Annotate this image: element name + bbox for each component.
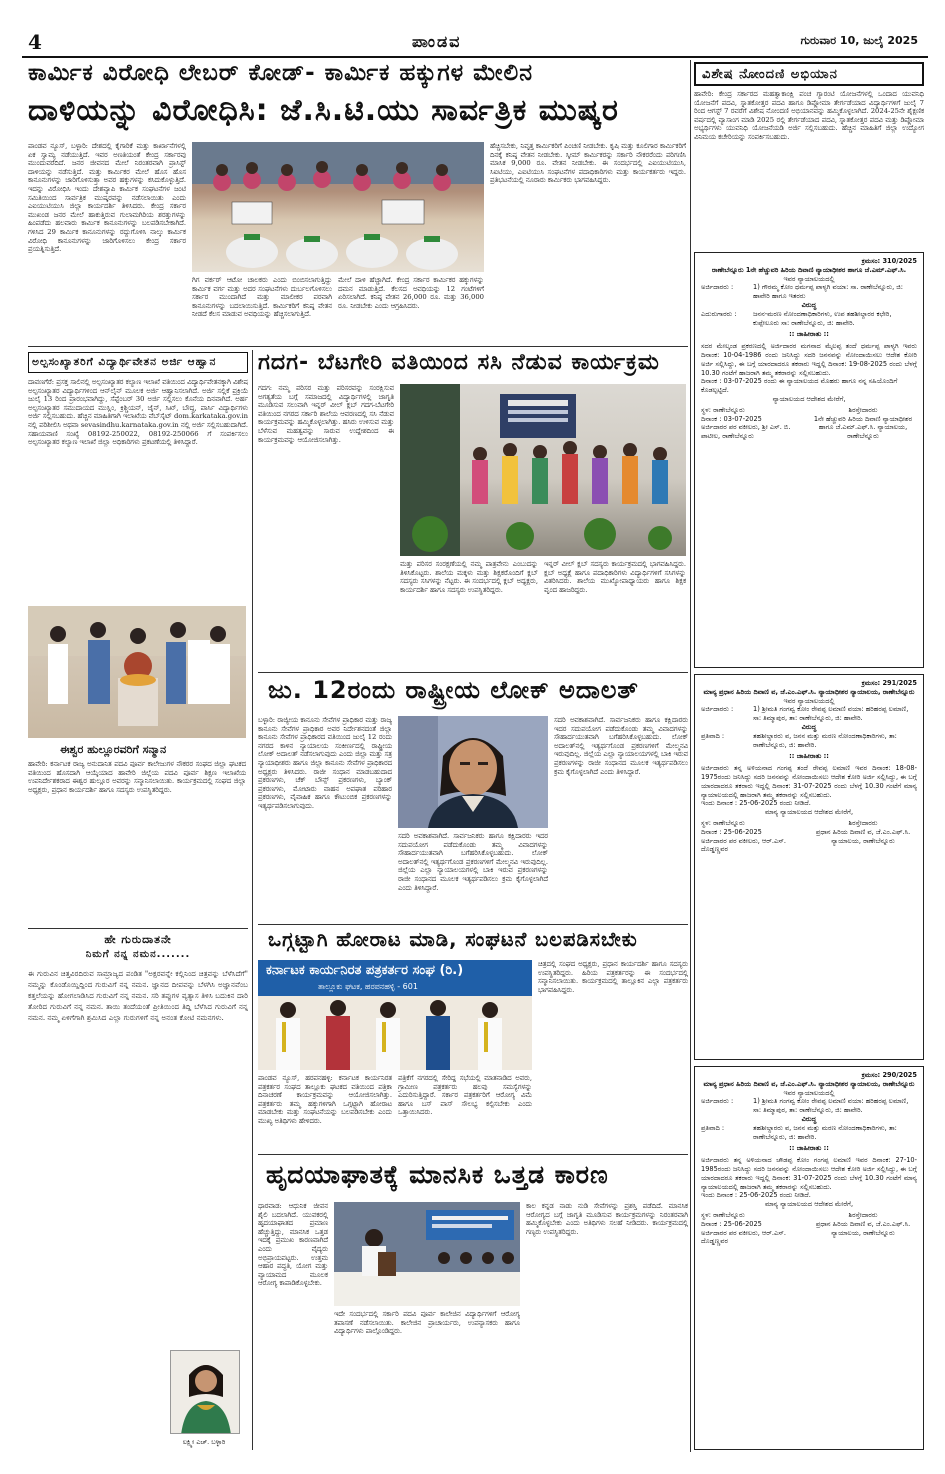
notice-respondent-label: ಪ್ರತಿವಾದಿ : <box>701 1123 725 1132</box>
heart-col-3: ಕಾಲ ಕನ್ನಡ ನಾಡು ನುಡಿ ಸೇವೆಗಳನ್ನು ಪ್ರಶಸ್ತಿ ಪಡೆದಿದೆ. ಮಾನಸಿಕ ಆರೋಗ್ಯದ ಬಗ್ಗೆ ಜಾಗೃತಿ ಮೂಡಿಸುವ ಕಾರ್ಯಕ್ರಮಗಳನ್ನು ನಿರಂತರವಾಗಿ ಹಮ್ಮಿಕೊಳ್ಳಬೇಕು ಎಂದು ಅತಿಥಿಗಳು ಸಲಹೆ ನೀಡಿದರು. ಕಾರ್ಯಕ್ರಮದಲ್ಲಿ ಗಣ್ಯರು ಉಪಸ್ಥಿತರಿದ್ದರು. <box>526 1202 688 1236</box>
struggle-headline: ಒಗ್ಗಟ್ಟಾಗಿ ಹೋರಾಟ ಮಾಡಿ, ಸಂಘಟನೆ ಬಲಪಡಿಸಬೇಕು <box>268 928 638 951</box>
issue-date: ಗುರುವಾರ 10, ಜುಲೈ 2025 <box>800 34 918 47</box>
sapling-story <box>258 352 688 668</box>
lok-adalat-col-1-cont: ಸದರಿ ಅವಕಾಶವಾಗಿದೆ. ಸಾರ್ವಜನಿಕರು ಹಾಗೂ ಕಕ್ಷಿದಾರರು ಇದರ ಸದುಪಯೋಗ ಪಡೆದುಕೊಂಡು ತಮ್ಮ ವಿವಾದಗಳನ್ನು ಸೌಹಾರ್ದಯುತವಾಗಿ ಬಗೆಹರಿಸಿಕೊಳ್ಳಬಹುದು. ಲೋಕ್ ಅದಾಲತ್‌ನಲ್ಲಿ ಇತ್ಯರ್ಥಗೊಂಡ ಪ್ರಕರಣಗಳಿಗೆ ಮೇಲ್ಮನವಿ ಇರುವುದಿಲ್ಲ. ಜಿಲ್ಲೆಯ ಎಲ್ಲಾ ನ್ಯಾಯಾಲಯಗಳಲ್ಲಿ ಬಾಕಿ ಇರುವ ಪ್ರಕರಣಗಳನ್ನು ರಾಜೀ ಸಂಧಾನದ ಮೂಲಕ ಇತ್ಯರ್ಥಪಡಿಸಲು ಕ್ರಮ ಕೈಗೊಳ್ಳಲಾಗಿದೆ ಎಂದು ತಿಳಿಸಿದ್ದಾರೆ. <box>398 832 548 892</box>
notice-case-no: ಕ್ರಮಸಂ: 291/2025 <box>861 679 917 687</box>
honour-caption: ಈಶ್ವರ ಹುಲ್ಲೂರವರಿಗೆ ಸನ್ಮಾನ <box>60 743 167 756</box>
judge-photo <box>398 716 548 828</box>
notice-case-no: ಕ್ರಮಸಂ: 290/2025 <box>861 1071 917 1079</box>
heart-story <box>258 1160 688 1452</box>
notice-respondent-label: ಎದುರುಗಾರರು : <box>701 309 737 318</box>
notice-given: ಇಂದು ದಿನಾಂಕ : 25-06-2025 ರಂದು ನೀಡಿದೆ. <box>701 1191 811 1200</box>
notice-body: ಸದರ ಮೇಲ್ಕಂಡ ಪ್ರಕರಣದಲ್ಲಿ ಅರ್ಜಿದಾರರ ಮಗನಾದ ಮೈಲಪ್ಪ ತಂದೆ ಧರ್ಮಪ್ಪ ಪಾಳ್ಯಗಿ ಇವರು ದಿನಾಂಕ: 10-04-1986 ರಂದು ಜನಿಸಿದ್ದು ಸದರಿ ಜನನವನ್ನು ನೋಂದಾಯಿಸಲು ಆದೇಶ ಕೋರಿ ಅರ್ಜಿ ಸಲ್ಲಿಸಿದ್ದು, ಈ ಬಗ್ಗೆ ಯಾರದಾದರೂ ತಕರಾರು ಇದ್ದಲ್ಲಿ ದಿನಾಂಕ: 19-08-2025 ರಂದು ಬೆಳಗ್ಗೆ 10.30 ಗಂಟೆಗೆ ಹಾಜರಾಗಿ ತಮ್ಮ ತಕರಾರನ್ನು ಸಲ್ಲಿಸಬಹುದು. <box>701 342 917 377</box>
lok-adalat-story <box>258 676 688 920</box>
notice-by-order: ಮಾನ್ಯ ನ್ಯಾಯಾಲಯದ ಆದೇಶದ ಮೇರೆಗೆ, <box>764 1200 854 1209</box>
lead-col-4: ಹೆಚ್ಚಿಸಬೇಕು, ನಿವೃತ್ತ ಕಾರ್ಮಿಕರಿಗೆ ಪಿಂಚಣಿ ನೀಡಬೇಕು. ಕೃಷಿ ಮತ್ತು ಕೂಲಿಗಾರ ಕಾರ್ಮಿಕರಿಗೆ ದಿನಕ್ಕೆ ಕನಿಷ್ಠ ವೇತನ ನೀಡಬೇಕು. ಸ್ಕೀಮ್ ಕಾರ್ಮಿಕರನ್ನು ಸರ್ಕಾರಿ ನೌಕರರೆಂದು ಪರಿಗಣಿಸಿ ಮಾಸಿಕ 9,000 ರೂ. ವೇತನ ನೀಡಬೇಕು. ಈ ಸಂದರ್ಭದಲ್ಲಿ ಎಐಯುಟಿಯುಸಿ, ಸಿಐಟಿಯು, ಎಐಟಿಯುಸಿ ಸಂಘಟನೆಗಳ ಪದಾಧಿಕಾರಿಗಳು ಮತ್ತು ಕಾರ್ಯಕರ್ತರು ಇದ್ದರು. ಪ್ರತಿಭಟನೆಯಲ್ಲಿ ನೂರಾರು ಕಾರ್ಮಿಕರು ಭಾಗವಹಿಸಿದ್ದರು. <box>490 142 686 185</box>
lok-adalat-col-2: ಸದರಿ ಅವಕಾಶವಾಗಿದೆ. ಸಾರ್ವಜನಿಕರು ಹಾಗೂ ಕಕ್ಷಿದಾರರು ಇದರ ಸದುಪಯೋಗ ಪಡೆದುಕೊಂಡು ತಮ್ಮ ವಿವಾದಗಳನ್ನು ಸೌಹಾರ್ದಯುತವಾಗಿ ಬಗೆಹರಿಸಿಕೊಳ್ಳಬಹುದು. ಲೋಕ್ ಅದಾಲತ್‌ನಲ್ಲಿ ಇತ್ಯರ್ಥಗೊಂಡ ಪ್ರಕರಣಗಳಿಗೆ ಮೇಲ್ಮನವಿ ಇರುವುದಿಲ್ಲ. ಜಿಲ್ಲೆಯ ಎಲ್ಲಾ ನ್ಯಾಯಾಲಯಗಳಲ್ಲಿ ಬಾಕಿ ಇರುವ ಪ್ರಕರಣಗಳನ್ನು ರಾಜೀ ಸಂಧಾನದ ಮೂಲಕ ಇತ್ಯರ್ಥಪಡಿಸಲು ಕ್ರಮ ಕೈಗೊಳ್ಳಲಾಗಿದೆ ಎಂದು ತಿಳಿಸಿದ್ದಾರೆ. <box>554 716 688 776</box>
seminar-photo <box>334 1202 520 1306</box>
notice-advocate: ಅರ್ಜಿದಾರರ ಪರ ವಕೀಲರು, ಆರ್.ಎಸ್. ದೊಡ್ಡಣ್ಣವರ <box>701 1228 786 1246</box>
lok-adalat-headline: ಜು. 12ರಂದು ರಾಷ್ಟ್ರೀಯ ಲೋಕ್ ಅದಾಲತ್ <box>268 676 639 704</box>
notice-sign2: ಪ್ರಧಾನ ಹಿರಿಯ ದಿವಾಣಿ ವ, ಜೆ.ಎಂ.ಎಫ್.ಸಿ. ನ್ಯಾಯಾಲಯ, ರಾಣೇಬೆನ್ನೂರು <box>815 1219 911 1237</box>
notice-applicant-label: ಅರ್ಜಿದಾರರು : <box>701 705 734 714</box>
notice-court-sub: ಇವರ ನ್ಯಾಯಾಲಯದಲ್ಲಿ <box>783 274 835 283</box>
sapling-photo <box>400 384 686 556</box>
notice-given: ಇಂದು ದಿನಾಂಕ : 25-06-2025 ರಂದು ನೀಡಿದೆ. <box>701 799 811 808</box>
notice-respondent: ಜನನ-ಮರಣ ನೋಂದಣಾಧಿಕಾರಿಗಳು, ಉಪ ತಹಶೀಲ್ದಾರರ ಕಛೇರಿ, ಕುಪ್ಪೇಲೂರು ಸಾ: ರಾಣೇಬೆನ್ನೂರು, ಜಿ: ಹಾವೇರಿ. <box>753 309 892 327</box>
heart-col-2: ಇದೇ ಸಂದರ್ಭದಲ್ಲಿ ಸರ್ಕಾರಿ ಪದವಿ ಪೂರ್ವ ಕಾಲೇಜಿನ ವಿದ್ಯಾರ್ಥಿಗಳಿಗೆ ಆರೋಗ್ಯ ತಪಾಸಣೆ ನಡೆಸಲಾಯಿತು. ಕಾಲೇಜಿನ ಪ್ರಾಚಾರ್ಯರು, ಉಪನ್ಯಾಸಕರು ಹಾಗೂ ವಿದ್ಯಾರ್ಥಿಗಳು ಪಾಲ್ಗೊಂಡಿದ್ದರು. <box>334 1310 520 1336</box>
notice-title: :: ಜಾಹೀರಾತು :: <box>789 1144 829 1153</box>
poem <box>28 932 248 1452</box>
masthead <box>22 28 928 56</box>
notice-court: ಮಾನ್ಯ ಪ್ರಧಾನ ಹಿರಿಯ ದಿವಾಣಿ ವ, ಜೆ.ಎಂ.ಎಫ್.ಸಿ. ನ್ಯಾಯಾಧೀಶರ ನ್ಯಾಯಾಲಯ, ರಾಣೇಬೆನ್ನೂರು <box>703 1079 915 1088</box>
notice-sign1: ಶಿರಸ್ತೇದಾರರು <box>848 405 878 414</box>
notice-court-sub: ಇವರ ನ್ಯಾಯಾಲಯದಲ್ಲಿ <box>783 696 835 705</box>
sapling-col-1: ಗದಗ: ನಮ್ಮ ಪರಿಸರ ಮತ್ತು ಪರಿಸರವನ್ನು ಸಂರಕ್ಷಿಸುವ ಅಗತ್ಯತೆಯ ಬಗ್ಗೆ ಸಮಾಜದಲ್ಲಿ ವಿದ್ಯಾರ್ಥಿಗಳಲ್ಲಿ ಜಾಗೃತಿ ಮೂಡಿಸುವ ಸಲುವಾಗಿ ಇನ್ನರ್ ವೀಲ್ ಕ್ಲಬ್ ಗದಗ-ಬೆಟಗೇರಿ ವತಿಯಿಂದ ನಗರದ ಸರ್ಕಾರಿ ಶಾಲೆಯ ಆವರಣದಲ್ಲಿ ಸಸಿ ನೆಡುವ ಕಾರ್ಯಕ್ರಮವನ್ನು ಹಮ್ಮಿಕೊಳ್ಳಲಾಗಿತ್ತು. ಹಸಿರು ಉಳಿಸುವ ಮತ್ತು ಬೆಳೆಸುವ ಮಹತ್ವವನ್ನು ಸಾರುವ ಉದ್ದೇಶದಿಂದ ಈ ಕಾರ್ಯಕ್ರಮವನ್ನು ಆಯೋಜಿಸಲಾಗಿತ್ತು. <box>258 384 394 444</box>
notice-advocate: ಅರ್ಜಿದಾರರ ಪರ ವಕೀಲರು, ಶ್ರೀ ಎಸ್. ಬಿ. ಪಾಟೀಲ, ರಾಣೇಬೆನ್ನೂರು <box>701 423 791 441</box>
sapling-headline: ಗದಗ- ಬೆಟಗೇರಿ ವತಿಯಿಂದ ಸಸಿ ನೆಡುವ ಕಾರ್ಯಕ್ರಮ <box>258 352 660 375</box>
honour-text: ಹಾವೇರಿ: ಕರ್ನಾಟಕ ರಾಜ್ಯ ಅನುದಾನಿತ ಪದವಿ ಪೂರ್ವ ಕಾಲೇಜುಗಳ ನೌಕರರ ಸಂಘದ ಜಿಲ್ಲಾ ಘಟಕದ ವತಿಯಿಂದ ಹೊಸದಾಗಿ ಆಯ್ಕೆಯಾದ ಹಾವೇರಿ ಜಿಲ್ಲೆಯ ಪದವಿ ಪೂರ್ವ ಶಿಕ್ಷಣ ಇಲಾಖೆಯ ಉಪನಿರ್ದೇಶಕರಾದ ಈಶ್ವರ ಹುಲ್ಲೂರ ಅವರನ್ನು ಸನ್ಮಾನಿಸಲಾಯಿತು. ಕಾರ್ಯಕ್ರಮದಲ್ಲಿ ಸಂಘದ ಜಿಲ್ಲಾ ಅಧ್ಯಕ್ಷರು, ಪ್ರಧಾನ ಕಾರ್ಯದರ್ಶಿ ಹಾಗೂ ಸದಸ್ಯರು ಉಪಸ್ಥಿತರಿದ್ದರು. <box>28 760 246 794</box>
notice-court: ಮಾನ್ಯ ಪ್ರಧಾನ ಹಿರಿಯ ದಿವಾಣಿ ವ, ಜೆ.ಎಂ.ಎಫ್.ಸಿ. ನ್ಯಾಯಾಧೀಶರ ನ್ಯಾಯಾಲಯ, ರಾಣೇಬೆನ್ನೂರು <box>703 687 915 696</box>
notice-court-sub: ಇವರ ನ್ಯಾಯಾಲಯದಲ್ಲಿ <box>783 1088 835 1097</box>
special-registration-title: ವಿಶೇಷ ನೋಂದಣಿ ಅಭಿಯಾನ <box>694 62 924 86</box>
struggle-col-2: ಪತ್ರಿಕೆಗೆ ನಗರದಲ್ಲಿ ಸೇರಿದ್ದ ಸಭೆಯಲ್ಲಿ ಮಾತನಾಡಿದ ಅವರು, ಗ್ರಾಮೀಣ ಪತ್ರಕರ್ತರು ಹಲವು ಸಮಸ್ಯೆಗಳನ್ನು ಎದುರಿಸುತ್ತಿದ್ದಾರೆ. ಸರ್ಕಾರ ಪತ್ರಕರ್ತರಿಗೆ ಆರೋಗ್ಯ ವಿಮೆ ಹಾಗೂ ಬಸ್ ಪಾಸ್ ಸೌಲಭ್ಯ ಕಲ್ಪಿಸಬೇಕು ಎಂದು ಒತ್ತಾಯಿಸಿದರು. <box>398 1074 532 1117</box>
notice-by-order: ಮಾನ್ಯ ನ್ಯಾಯಾಲಯದ ಆದೇಶದ ಮೇರೆಗೆ, <box>764 808 854 817</box>
notice-case-no: ಕ್ರಮಸಂ: 310/2025 <box>861 257 917 265</box>
notice-sign2: 1ನೇ ಹೆಚ್ಚುವರಿ ಹಿರಿಯ ದಿವಾಣಿ ನ್ಯಾಯಾಧೀಶರ ಹಾಗೂ ಜೆ.ಎಮ್.ಎಫ್.ಸಿ. ನ್ಯಾಯಾಲಯ, ರಾಣೇಬೆನ್ನೂರು <box>813 414 913 441</box>
notice-respondent: ತಹಶೀಲ್ದಾರರು ವ, ಜನನ ಮತ್ತು ಮರಣ ನೋಂದಣಾಧಿಕಾರಿಗಳು, ತಾ: ರಾಣೇಬೆನ್ನೂರು, ಜಿ: ಹಾವೇರಿ. <box>753 731 897 749</box>
union-banner-title: ಕರ್ನಾಟಕ ಕಾರ್ಯನಿರತ ಪತ್ರಕರ್ತರ ಸಂಘ (ರಿ.) <box>266 963 464 978</box>
notice-sign2: ಪ್ರಧಾನ ಹಿರಿಯ ದಿವಾಣಿ ವ, ಜೆ.ಎಂ.ಎಫ್.ಸಿ. ನ್ಯಾಯಾಲಯ, ರಾಣೇಬೆನ್ನೂರು <box>815 827 911 845</box>
poem-author: ಲಕ್ಷ್ಮೀ ಎಚ್. ಬಳ್ಳಾರಿ <box>182 1438 226 1446</box>
lead-col-3: ಮೇಲೆ ದಾಳಿ ಹೆಚ್ಚಾಗಿದೆ. ಕೇಂದ್ರ ಸರ್ಕಾರ ಕಾರ್ಮಿಕರ ಹಕ್ಕುಗಳನ್ನು ದಮನ ಮಾಡುತ್ತಿದೆ. ಕೆಲಸದ ಅವಧಿಯನ್ನು 12 ಗಂಟೆಗಳಿಗೆ ಏರಿಸಲಾಗಿದೆ. ಕನಿಷ್ಠ ವೇತನ 26,000 ರೂ. ಮತ್ತು 36,000 ರೂ. ನೀಡಬೇಕು ಎಂದು ಆಗ್ರಹಿಸಿದರು. <box>338 276 484 310</box>
struggle-story <box>258 928 688 1150</box>
lead-col-1: ಪಾಂಡವ ನ್ಯೂಸ್, ಬಳ್ಳಾರಿ: ದೇಶದಲ್ಲಿ ಕೈಗಾರಿಕೆ ಮತ್ತು ಕಾರ್ಖಾನೆಗಳಲ್ಲಿ ಏಕ ಸ್ವಾಮ್ಯ ನಡೆಯುತ್ತಿದೆ. ಇವರ ಅಣತಿಯಂತೆ ಕೇಂದ್ರ ಸರ್ಕಾರವು ಮುಂದುವರೆದಿದೆ. ಜನರ ಜೀವನದ ಮೇಲೆ ನಿರಂತರವಾಗಿ ಪ್ರಾಸಿಸ್ಟ್ ದಾಳಿಯನ್ನು ನಡೆಸುತ್ತಿದೆ. ಮತ್ತು ಕಾರ್ಮಿಕರ ಮೇಲೆ ಹೊಸ ಹೊಸ ಕಾನೂನುಗಳನ್ನು ಜಾರಿಗೊಳಿಸುತ್ತಾ ಅವರ ಹಕ್ಕುಗಳನ್ನು ಕಸಿದುಕೊಳ್ಳುತ್ತಿದೆ. ಇದನ್ನು ವಿರೋಧಿಸಿ ಇಂದು ದೇಶವ್ಯಾಪಿ ಕಾರ್ಮಿಕ ಸಂಘಟನೆಗಳ ಜಂಟಿ ಸಮಿತಿಯಿಂದ ಸಾರ್ವತ್ರಿಕ ಮುಷ್ಕರವನ್ನು ನಡೆಸಲಾಯಿತು ಎಂದು ಎಐಯುಟಿಯುಸಿ ಜಿಲ್ಲಾ ಕಾರ್ಯದರ್ಶಿ ತಿಳಿಸಿದರು. ಕೇಂದ್ರ ಸರ್ಕಾರ ಮುಖಂಡ ಜನರ ಮೇಲೆ ಹಾಕುತ್ತಿರುವ ಗುಲಾಮಗಿರಿಯ ಶರತ್ತುಗಳನ್ನು ಹಿಂಪಡೆದು ಹಲವಾರು ಕಾರ್ಮಿಕ ಕಾನೂನುಗಳನ್ನು ಬಲಪಡಿಸಬೇಕಾಗಿದೆ. ಗಳಿಸಿದ 29 ಕಾರ್ಮಿಕ ಕಾನೂನುಗಳನ್ನು ರದ್ದುಗೊಳಿಸಿ ನಾಲ್ಕು ಕಾರ್ಮಿಕ ವಿರೋಧಿ ಕಾನೂನುಗಳನ್ನು ಜಾರಿಗೊಳಿಸಲು ಕೇಂದ್ರ ಸರ್ಕಾರ ಪ್ರಯತ್ನಿಸುತ್ತಿದೆ. <box>28 142 186 254</box>
notice-place: ಸ್ಥಳ: ರಾಣೇಬೆನ್ನೂರು <box>701 818 745 827</box>
notice-advocate: ಅರ್ಜಿದಾರರ ಪರ ವಕೀಲರು, ಆರ್.ಎಸ್. ದೊಡ್ಡಣ್ಣವರ <box>701 836 786 854</box>
notice-sign1: ಶಿರಸ್ತೇದಾರರು <box>848 1210 878 1219</box>
union-banner-sub: ತಾಲ್ಲೂಕು ಘಟಕ, ಹರಪನಹಳ್ಳಿ - 601 <box>318 982 418 991</box>
notice-date: ದಿನಾಂಕ : 03-07-2025 <box>701 414 762 423</box>
honour-photo <box>28 606 246 738</box>
notice-body: ಅರ್ಜಿದಾರರು ತನ್ನ ಅಳಿಯನಾದ ಗಂಗಪ್ಪ ತಂದೆ ರೇವಪ್ಪ ಲಮಾಣಿ ಇವರ ದಿನಾಂಕ: 18-08-1975ರಂದು ಜನಿಸಿದ್ದು ಸದರಿ ಜನನವನ್ನು ನೋಂದಾಯಿಸಲು ಆದೇಶ ಕೋರಿ ಅರ್ಜಿ ಸಲ್ಲಿಸಿದ್ದು, ಈ ಬಗ್ಗೆ ಯಾರದಾದರೂ ತಕರಾರು ಇದ್ದಲ್ಲಿ ದಿನಾಂಕ: 31-07-2025 ರಂದು ಬೆಳಗ್ಗೆ 10.30 ಗಂಟೆಗೆ ಮಾನ್ಯ ನ್ಯಾಯಾಲಯದಲ್ಲಿ ಹಾಜರಾಗಿ ತಮ್ಮ ತಕರಾರನ್ನು ಸಲ್ಲಿಸಬಹುದು. <box>701 764 917 799</box>
paper-name: ಪಾಂಡವ <box>412 32 462 51</box>
struggle-col-3: ಚಿತ್ರದಲ್ಲಿ ಸಂಘದ ಅಧ್ಯಕ್ಷರು, ಪ್ರಧಾನ ಕಾರ್ಯದರ್ಶಿ ಹಾಗೂ ಸದಸ್ಯರು ಉಪಸ್ಥಿತರಿದ್ದರು. ಹಿರಿಯ ಪತ್ರಕರ್ತರನ್ನು ಈ ಸಂದರ್ಭದಲ್ಲಿ ಸನ್ಮಾನಿಸಲಾಯಿತು. ಕಾರ್ಯಕ್ರಮದಲ್ಲಿ ತಾಲ್ಲೂಕಿನ ಎಲ್ಲಾ ಪತ್ರಕರ್ತರು ಭಾಗವಹಿಸಿದ್ದರು. <box>538 960 688 994</box>
notice-applicant: 1) ಗೌರಮ್ಮ ಕೋಂ ಧರ್ಮಪ್ಪ ಪಾಳ್ಯಗಿ ವಯಾ: ಸಾ. ರಾಣೇಬೆನ್ನೂರು, ಜಿ: ಹಾವೇರಿ ಹಾಗೂ ಇತರರು <box>753 283 903 301</box>
page-number: 4 <box>28 30 42 54</box>
notice-court: ರಾಣೇಬೆನ್ನೂರು 1ನೇ ಹೆಚ್ಚುವರಿ ಹಿರಿಯ ದಿವಾಣಿ ನ್ಯಾಯಾಧೀಶರ ಹಾಗೂ ಜೆ.ಎಮ್.ಎಫ್.ಸಿ. <box>711 265 907 274</box>
notice-versus: ವಿರುದ್ಧ <box>801 300 817 309</box>
minority-scholarship-title: ಅಲ್ಪಸಂಖ್ಯಾತರಿಗೆ ವಿದ್ಯಾರ್ಥಿವೇತನ ಅರ್ಜಿ ಆಹ್ವಾನ <box>28 352 248 373</box>
poem-text: ಈ ಗುರುವಿನ ಚಿತ್ತವಿರದಿರುವ ಸಾಮ್ರಾಜ್ಯದ ಪಂಡಿತ "ಅಕ್ಷರವನ್ನೇ ಕಲ್ಲಿನಿಂದ ಚಿತ್ರವನ್ನು ಬೆಳೆಸಿದೆಗೆ" ನಮ್ಮನ್ನು ಕೊಂಡೊಯ್ದಿದ್ದಿಂದ ಗುರುವಿಗೆ ನನ್ನ ನಮನ. ಜ್ಞಾನದ ದೀಪವನ್ನು ಬೆಳಗಿಸಿ ಅಜ್ಞಾನವೆಂಬ ಕತ್ತಲೆಯನ್ನು ಹೋಗಲಾಡಿಸಿದ ಗುರುವಿಗೆ ನನ್ನ ನಮನ. ಸರಿ ತಪ್ಪುಗಳ ವ್ಯತ್ಯಾಸ ತಿಳಿಸಿ ಬದುಕಿನ ದಾರಿ ತೋರಿದ ಗುರುವಿಗೆ ನನ್ನ ನಮನ. ತಾಯಿ ತಂದೆಯಂತೆ ಪ್ರೀತಿಯಿಂದ ತಿದ್ದಿ ಬೆಳೆಸಿದ ಗುರುವಿಗೆ ನನ್ನ ನಮನ. ನಮ್ಮ ಏಳಿಗೆಗಾಗಿ ಶ್ರಮಿಸಿದ ಎಲ್ಲಾ ಗುರುಗಳಿಗೆ ನನ್ನ ಅನಂತ ಕೋಟಿ ನಮನಗಳು. <box>28 969 248 1022</box>
notice-given: ದಿನಾಂಕ : 03-07-2025 ರಂದು ಈ ನ್ಯಾಯಾಲಯದ ಮೊಹರು ಹಾಗೂ ನನ್ನ ಸಹಿಯೊಂದಿಗೆ ಕೊಡಲ್ಪಟ್ಟಿದೆ. <box>701 377 898 395</box>
notice-respondent-label: ಪ್ರತಿವಾದಿ : <box>701 731 725 740</box>
union-banner <box>258 960 532 996</box>
minority-scholarship <box>28 352 248 600</box>
notice-applicant-label: ಅರ್ಜಿದಾರರು : <box>701 1097 734 1106</box>
notice-title: :: ಜಾಹೀರಾತು :: <box>789 330 829 339</box>
poem-subtitle: ನಿಮಗೆ ನನ್ನ ನಮನ....... <box>85 949 191 960</box>
lead-story <box>28 62 688 344</box>
lead-col-2: ಗಿಗ ವರ್ಕರ್ ಆಟೋ ಚಾಲಕರು ಎಂದು ಬಿಂಬಿಸಲಾಗುತ್ತಿದ್ದು ಕಾರ್ಮಿಕ ವರ್ಗ ಮತ್ತು ಅದರ ಸಂಘಟನೆಗಳು ದುರ್ಬಲಗೊಳಿಸಲು ಸರ್ಕಾರ ಮುಂದಾಗಿದೆ ಮತ್ತು ಮಾಲೀಕರ ಪರವಾಗಿ ಕಾನೂನುಗಳನ್ನು ಬದಲಾಯಿಸುತ್ತಿದೆ. ಕಾರ್ಮಿಕರಿಗೆ ಕನಿಷ್ಠ ವೇತನ ನೀಡದೆ ಕೆಲಸ ಮಾಡುವ ಅವಧಿಯನ್ನು ಹೆಚ್ಚಿಸಲಾಗುತ್ತಿದೆ. <box>192 276 332 319</box>
notice-place: ಸ್ಥಳ: ರಾಣೇಬೆನ್ನೂರು <box>701 1210 745 1219</box>
lead-headline-line1: ಕಾರ್ಮಿಕ ವಿರೋಧಿ ಲೇಬರ್ ಕೋಡ್- ಕಾರ್ಮಿಕ ಹಕ್ಕುಗಳ ಮೇಲಿನ <box>28 62 533 86</box>
lok-adalat-col-1: ಬಳ್ಳಾರಿ: ರಾಜ್ಯೀಯ ಕಾನೂನು ಸೇವೆಗಳ ಪ್ರಾಧಿಕಾರ ಮತ್ತು ರಾಜ್ಯ ಕಾನೂನು ಸೇವೆಗಳ ಪ್ರಾಧಿಕಾರ ಅವರ ನಿರ್ದೇಶನದಂತೆ ಜಿಲ್ಲಾ ಕಾನೂನು ಸೇವೆಗಳ ಪ್ರಾಧಿಕಾರದ ವತಿಯಿಂದ ಜುಲೈ 12 ರಂದು ನಗರದ ಕಾಳಿನ ನ್ಯಾಯಾಲಯ ಸಂಕೀರ್ಣದಲ್ಲಿ ರಾಷ್ಟ್ರೀಯ ಲೋಕ್ ಅದಾಲತ್ ನಡೆಸಲಾಗುವುದು ಎಂದು ಜಿಲ್ಲಾ ಮತ್ತು ಸತ್ರ ನ್ಯಾಯಾಧೀಶರು ಹಾಗೂ ಜಿಲ್ಲಾ ಕಾನೂನು ಸೇವೆಗಳ ಪ್ರಾಧಿಕಾರದ ಅಧ್ಯಕ್ಷರು ತಿಳಿಸಿದರು. ರಾಜೀ ಸಂಧಾನ ಮಾಡಬಹುದಾದ ಪ್ರಕರಣಗಳು, ಚೆಕ್ ಬೌನ್ಸ್ ಪ್ರಕರಣಗಳು, ಬ್ಯಾಂಕ್ ಪ್ರಕರಣಗಳು, ಮೋಟಾರು ವಾಹನ ಅಪಘಾತ ಪರಿಹಾರ ಪ್ರಕರಣಗಳು, ವೈವಾಹಿಕ ಹಾಗೂ ಕೌಟುಂಬಿಕ ಪ್ರಕರಣಗಳನ್ನು ಇತ್ಯರ್ಥಪಡಿಸಲಾಗುವುದು. <box>258 716 392 810</box>
sapling-col-2: ಮತ್ತು ಪರಿಸರ ಸಂರಕ್ಷಣೆಯಲ್ಲಿ ನಮ್ಮ ಪಾತ್ರವೇನು ಎಂಬುದನ್ನು ತಿಳಿಸಿಕೊಟ್ಟರು. ಶಾಲೆಯ ಮಕ್ಕಳು ಮತ್ತು ಶಿಕ್ಷಕರೊಂದಿಗೆ ಕ್ಲಬ್ ಸದಸ್ಯರು ಸಸಿಗಳನ್ನು ನೆಟ್ಟರು. ಈ ಸಂದರ್ಭದಲ್ಲಿ ಕ್ಲಬ್ ಅಧ್ಯಕ್ಷರು, ಕಾರ್ಯದರ್ಶಿ ಹಾಗೂ ಸದಸ್ಯರು ಉಪಸ್ಥಿತರಿದ್ದರು. <box>400 560 538 594</box>
minority-scholarship-text: ದಾವಣಗೆರೆ: ಪ್ರಸಕ್ತ ಸಾಲಿನಲ್ಲಿ ಅಲ್ಪಸಂಖ್ಯಾತರ ಕಲ್ಯಾಣ ಇಲಾಖೆ ವತಿಯಿಂದ ವಿದ್ಯಾರ್ಥಿವೇತನಕ್ಕಾಗಿ ವಿಶೇಷ ಅಲ್ಪಸಂಖ್ಯಾತರ ವಿದ್ಯಾರ್ಥಿಗಳಿಂದ ಆನ್‌ಲೈನ್ ಮೂಲಕ ಅರ್ಜಿ ಆಹ್ವಾನಿಸಲಾಗಿದೆ. ಅರ್ಜಿ ಸಲ್ಲಿಕೆ ಪ್ರಕ್ರಿಯೆ ಜುಲೈ 13 ರಿಂದ ಪ್ರಾರಂಭವಾಗಿದ್ದು, ಸೆಪ್ಟೆಂಬರ್ 30 ಅರ್ಜಿ ಸಲ್ಲಿಸಲು ಕೊನೆಯ ದಿನವಾಗಿದೆ. ಅರ್ಹ ಅಲ್ಪಸಂಖ್ಯಾತರ ಸಮುದಾಯದ ಮುಸ್ಲಿಂ, ಕ್ರಿಶ್ಚಿಯನ್, ಜೈನ್, ಸಿಖ್, ಬೌದ್ಧ, ಪಾರ್ಸಿ ವಿದ್ಯಾರ್ಥಿಗಳು ಅರ್ಜಿ ಸಲ್ಲಿಸಬಹುದು. ಹೆಚ್ಚಿನ ಮಾಹಿತಿಗಾಗಿ ಇಲಾಖೆಯ ವೆಬ್‌ಸೈಟ್ dom.karkataka.gov.in ನಲ್ಲಿ ಪರಿಶೀಲಿಸಿ ಅಥವಾ sevasindhu.karnataka.gov.in ನಲ್ಲಿ ಅರ್ಜಿ ಸಲ್ಲಿಸಬಹುದಾಗಿದೆ. ಸಹಾಯವಾಣಿ ಸಂಖ್ಯೆ 08192-250022, 08192-250066 ಗೆ ಸಂಪರ್ಕಿಸಲು ಅಲ್ಪಸಂಖ್ಯಾತರ ಕಲ್ಯಾಣ ಇಲಾಖೆ ಜಿಲ್ಲಾ ಅಧಿಕಾರಿಗಳು ಪ್ರಕಟಣೆಯಲ್ಲಿ ತಿಳಿಸಿದ್ದಾರೆ. <box>28 378 248 447</box>
notice-respondent: ತಹಶೀಲ್ದಾರರು ವ, ಜನನ ಮತ್ತು ಮರಣ ನೋಂದಣಾಧಿಕಾರಿಗಳು, ತಾ: ರಾಣೇಬೆನ್ನೂರು, ಜಿ: ಹಾವೇರಿ. <box>753 1123 897 1141</box>
lead-headline-line2: ದಾಳಿಯನ್ನು ವಿರೋಧಿಸಿ: ಜೆ.ಸಿ.ಟಿ.ಯು ಸಾರ್ವತ್ರಿಕ ಮುಷ್ಕರ <box>28 93 619 128</box>
legal-notice-1 <box>694 252 924 668</box>
notice-by-order: ನ್ಯಾಯಾಲಯದ ಆದೇಶದ ಮೇರೆಗೆ, <box>772 394 846 403</box>
protest-photo <box>192 142 484 272</box>
sapling-col-3: ಇನ್ನರ್ ವೀಲ್ ಕ್ಲಬ್ ಸದಸ್ಯರು ಕಾರ್ಯಕ್ರಮದಲ್ಲಿ ಭಾಗವಹಿಸಿದ್ದರು. ಕ್ಲಬ್ ಅಧ್ಯಕ್ಷೆ ಹಾಗೂ ಪದಾಧಿಕಾರಿಗಳು ವಿದ್ಯಾರ್ಥಿಗಳಿಗೆ ಸಸಿಗಳನ್ನು ವಿತರಿಸಿದರು. ಶಾಲೆಯ ಮುಖ್ಯೋಪಾಧ್ಯಾಯರು ಹಾಗೂ ಶಿಕ್ಷಕ ವೃಂದ ಹಾಜರಿದ್ದರು. <box>544 560 686 594</box>
journalists-photo <box>258 960 532 1070</box>
notice-applicant: 1) ಶ್ರೀಮತಿ ಗಂಗವ್ವ ಕೋಂ ರೇವಪ್ಪ ಲಮಾಣಿ ವಯಾ: ಹರಿಹರಪ್ಪ ಲಮಾಣಿ, ಸಾ: ತಿಮ್ಮಾಪುರ, ತಾ: ರಾಣೇಬೆನ್ನೂರು, ಜಿ: ಹಾವೇರಿ. <box>753 705 909 723</box>
notice-body: ಅರ್ಜಿದಾರರು ತನ್ನ ಅಳಿಯನಾದ ಚೌಡಪ್ಪ ಕೋಂ ಗಂಗಪ್ಪ ಲಮಾಣಿ ಇವರ ದಿನಾಂಕ: 27-10-1985ರಂದು ಜನಿಸಿದ್ದು ಸದರಿ ಜನನವನ್ನು ನೋಂದಾಯಿಸಲು ಆದೇಶ ಕೋರಿ ಅರ್ಜಿ ಸಲ್ಲಿಸಿದ್ದು, ಈ ಬಗ್ಗೆ ಯಾರದಾದರೂ ತಕರಾರು ಇದ್ದಲ್ಲಿ ದಿನಾಂಕ: 31-07-2025 ರಂದು ಬೆಳಗ್ಗೆ 10.30 ಗಂಟೆಗೆ ಮಾನ್ಯ ನ್ಯಾಯಾಲಯದಲ್ಲಿ ಹಾಜರಾಗಿ ತಮ್ಮ ತಕರಾರನ್ನು ಸಲ್ಲಿಸಬಹುದು. <box>701 1156 917 1191</box>
author-photo <box>170 1350 240 1434</box>
struggle-col-1: ಪಾಂಡವ ನ್ಯೂಸ್, ಹರಪನಹಳ್ಳಿ: ಕರ್ನಾಟಕ ಕಾರ್ಯನಿರತ ಪತ್ರಕರ್ತರ ಸಂಘದ ತಾಲ್ಲೂಕು ಘಟಕದ ವತಿಯಿಂದ ಪತ್ರಿಕಾ ದಿನಾಚರಣೆ ಕಾರ್ಯಕ್ರಮವನ್ನು ಆಯೋಜಿಸಲಾಗಿತ್ತು. ಪತ್ರಕರ್ತರು ತಮ್ಮ ಹಕ್ಕುಗಳಿಗಾಗಿ ಒಗ್ಗಟ್ಟಾಗಿ ಹೋರಾಟ ಮಾಡಬೇಕು ಮತ್ತು ಸಂಘಟನೆಯನ್ನು ಬಲಪಡಿಸಬೇಕು ಎಂದು ಮುಖ್ಯ ಅತಿಥಿಗಳು ಹೇಳಿದರು. <box>258 1074 392 1125</box>
notice-applicant: 1) ಶ್ರೀಮತಿ ಗಂಗವ್ವ ಕೋಂ ರೇವಪ್ಪ ಲಮಾಣಿ ವಯಾ: ಹರಿಹರಪ್ಪ ಲಮಾಣಿ, ಸಾ: ತಿಮ್ಮಾಪುರ, ತಾ: ರಾಣೇಬೆನ್ನೂರು, ಜಿ: ಹಾವೇರಿ. <box>753 1097 909 1115</box>
heart-col-1: ಧಾರವಾಡ: ಆಧುನಿಕ ಜೀವನ ಶೈಲಿ ಬದಲಾಗಿದೆ. ಯುವಕರಲ್ಲಿ ಹೃದಯಾಘಾತದ ಪ್ರಮಾಣ ಹೆಚ್ಚುತ್ತಿದ್ದು, ಮಾನಸಿಕ ಒತ್ತಡ ಇದಕ್ಕೆ ಪ್ರಮುಖ ಕಾರಣವಾಗಿದೆ ಎಂದು ವೈದ್ಯರು ಅಭಿಪ್ರಾಯಪಟ್ಟರು. ಉತ್ತಮ ಆಹಾರ ಪದ್ಧತಿ, ಯೋಗ ಮತ್ತು ವ್ಯಾಯಾಮದ ಮೂಲಕ ಆರೋಗ್ಯ ಕಾಪಾಡಿಕೊಳ್ಳಬೇಕು. <box>258 1202 328 1288</box>
legal-notice-2 <box>694 674 924 1060</box>
notice-date: ದಿನಾಂಕ : 25-06-2025 <box>701 827 762 836</box>
notice-title: :: ಜಾಹೀರಾತು :: <box>789 752 829 761</box>
special-registration-text: ಹಾವೇರಿ: ಕೇಂದ್ರ ಸರ್ಕಾರದ ಮಹತ್ವಾಕಾಂಕ್ಷಿ ಪಂಚ ಗ್ಯಾರಂಟಿ ಯೋಜನೆಗಳಲ್ಲಿ ಒಂದಾದ ಯುವನಿಧಿ ಯೋಜನೆಗೆ ಪದವಿ, ಸ್ನಾತಕೋತ್ತರ ಪದವಿ ಹಾಗೂ ಡಿಪ್ಲೋಮಾ ತೇರ್ಗಡೆಯಾದ ವಿದ್ಯಾರ್ಥಿಗಳಿಗೆ ಜುಲೈ 7 ರಿಂದ ಆಗಸ್ಟ್ 7 ರವರೆಗೆ ವಿಶೇಷ ನೋಂದಣಿ ಅಭಿಯಾನವನ್ನು ಹಮ್ಮಿಕೊಳ್ಳಲಾಗಿದೆ. 2024-25ನೇ ಶೈಕ್ಷಣಿಕ ವರ್ಷದಲ್ಲಿ ವ್ಯಾಸಾಂಗ ಮಾಡಿ 2025 ರಲ್ಲಿ ತೇರ್ಗಡೆಯಾದ ಪದವಿ, ಸ್ನಾತಕೋತ್ತರ ಪದವಿ ಮತ್ತು ಡಿಪ್ಲೋಮಾ ಅಭ್ಯರ್ಥಿಗಳು ಯುವನಿಧಿ ಯೋಜನೆಯಡಿ ಅರ್ಜಿ ಸಲ್ಲಿಸಬಹುದು. ಹೆಚ್ಚಿನ ಮಾಹಿತಿಗೆ ಜಿಲ್ಲಾ ಉದ್ಯೋಗ ವಿನಿಮಯ ಕಚೇರಿಯನ್ನು ಸಂಪರ್ಕಿಸಬಹುದು. <box>694 90 924 141</box>
notice-sign1: ಶಿರಸ್ತೇದಾರರು <box>848 818 878 827</box>
special-registration <box>694 62 924 246</box>
heart-headline: ಹೃದಯಾಘಾತಕ್ಕೆ ಮಾನಸಿಕ ಒತ್ತಡ ಕಾರಣ <box>266 1160 609 1189</box>
legal-notice-3 <box>694 1066 924 1450</box>
notice-place: ಸ್ಥಳ: ರಾಣೇಬೆನ್ನೂರು <box>701 405 745 414</box>
poem-title: ಹೇ ಗುರುದಾತನೇ <box>104 933 172 946</box>
notice-versus: ವಿರುದ್ಧ <box>801 722 817 731</box>
notice-versus: ವಿರುದ್ಧ <box>801 1114 817 1123</box>
notice-date: ದಿನಾಂಕ : 25-06-2025 <box>701 1219 762 1228</box>
notice-applicant-label: ಅರ್ಜಿದಾರರು : <box>701 283 734 292</box>
